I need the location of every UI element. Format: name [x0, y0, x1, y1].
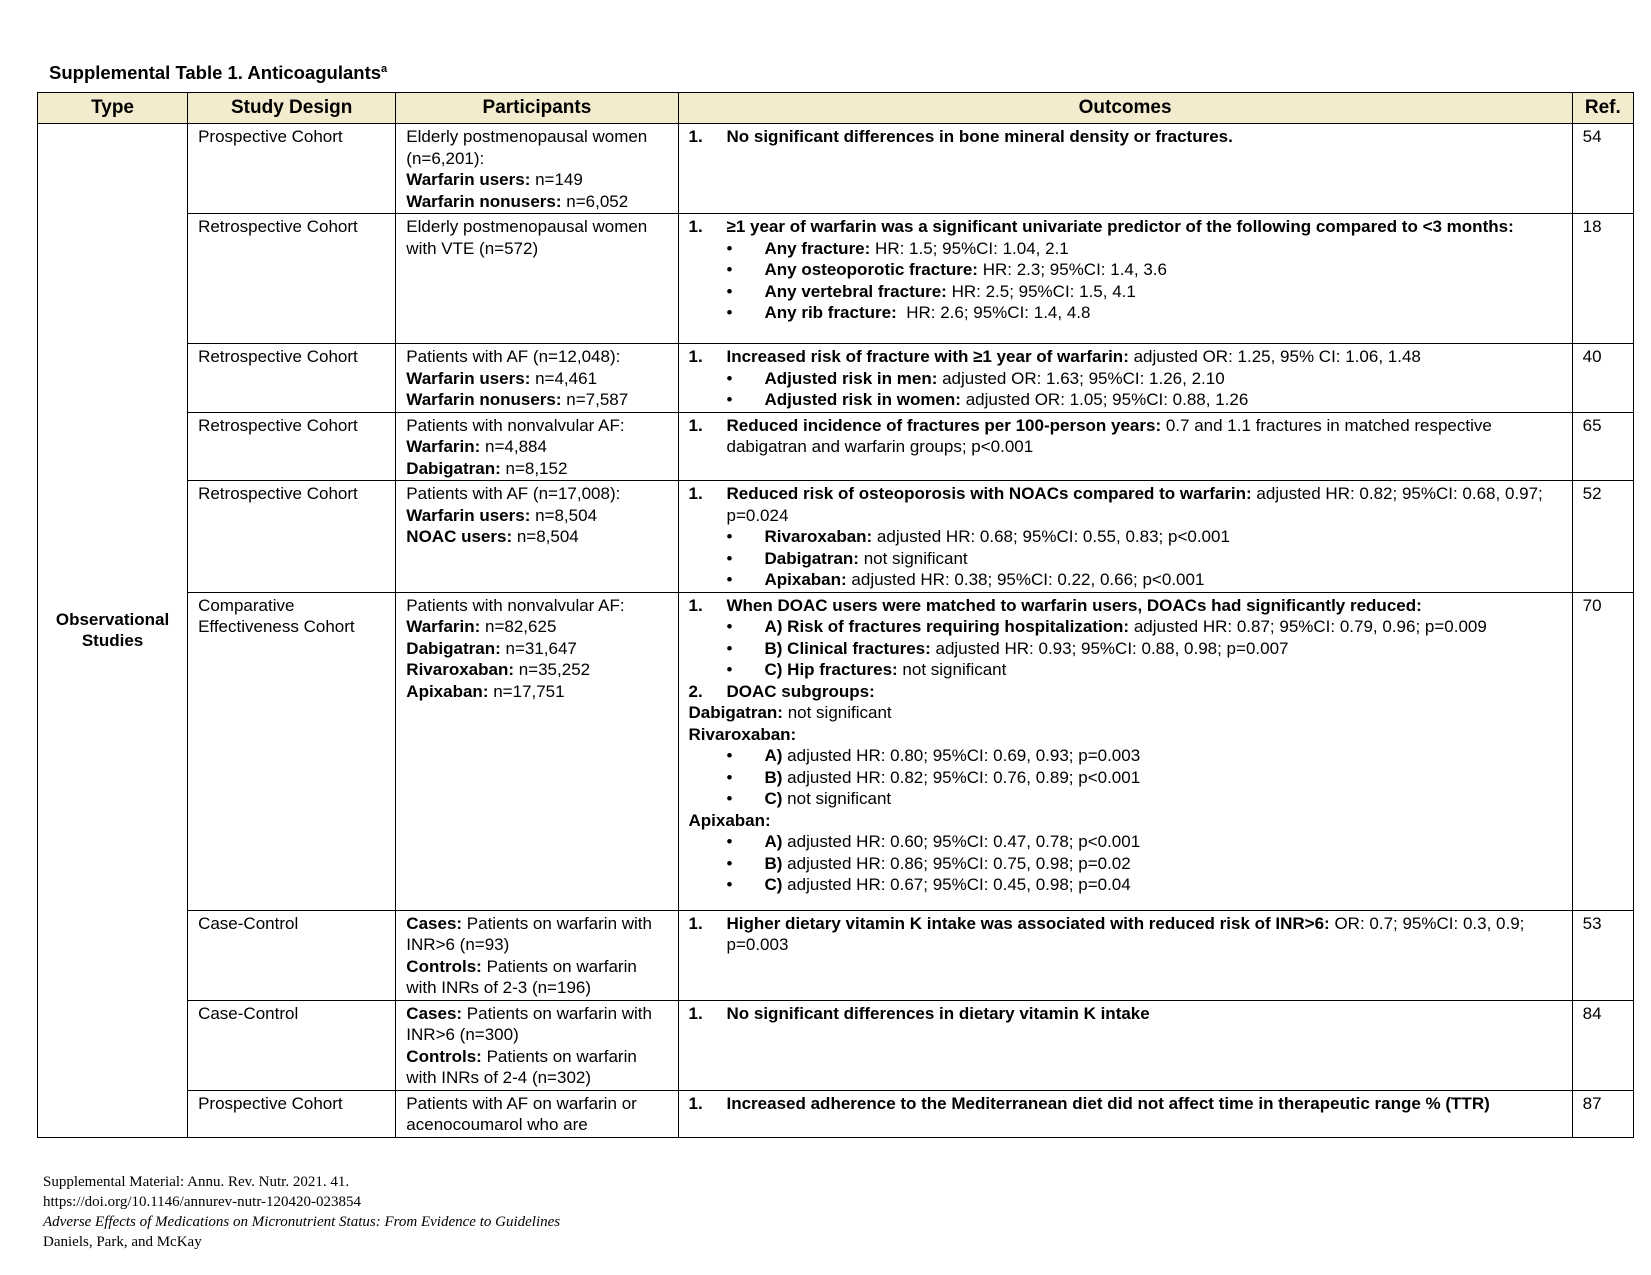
- ref-cell: 40: [1572, 344, 1633, 413]
- outcome-bullet-item: [689, 368, 1564, 390]
- outcome-value: adjusted OR: 1.05; 95%CI: 0.88, 1.26: [960, 390, 1249, 409]
- outcome-value: not significant: [782, 789, 892, 808]
- participant-label: Warfarin users:: [406, 505, 531, 525]
- participants-cell: [396, 124, 678, 214]
- participant-label: Controls:: [406, 1046, 482, 1066]
- outcomes-cell: [678, 481, 1572, 593]
- footer-doi: https://doi.org/10.1146/annurev-nutr-120420-023854: [43, 1194, 362, 1210]
- outcome-label: Rivaroxaban:: [764, 527, 873, 546]
- outcome-bullet-item: [689, 548, 1564, 570]
- outcome-label: ≥1 year of warfarin was a significant univariate predictor of the following compared to <3 months:: [726, 217, 1514, 236]
- outcome-value: adjusted OR: 1.25, 95% CI: 1.06, 1.48: [1128, 347, 1421, 366]
- outcome-value: OR: 0.7; 95%CI: 0.3, 0.9; p=0.003: [726, 913, 1530, 954]
- participant-label: Warfarin users:: [406, 170, 531, 189]
- outcome-label: Dabigatran:: [764, 548, 859, 568]
- outcome-value: adjusted HR: 0.86; 95%CI: 0.75, 0.98; p=0.02: [782, 853, 1131, 873]
- outcome-bullet-item: [689, 767, 1564, 789]
- footer-citation: Supplemental Material: Annu. Rev. Nutr. 2021. 41.: [43, 1174, 350, 1190]
- bullet-icon: •: [726, 368, 733, 388]
- ref-cell: 54: [1572, 124, 1633, 214]
- participant-value: Patients with AF (n=17,008):: [406, 484, 621, 503]
- outcome-numbered-item: [689, 216, 1564, 238]
- participant-label: Warfarin:: [406, 437, 481, 456]
- outcome-label: Reduced risk of osteoporosis with NOACs compared to warfarin:: [726, 484, 1252, 503]
- bullet-icon: •: [726, 617, 733, 636]
- study-design-cell: Comparative Effectiveness Cohort: [188, 592, 396, 910]
- outcome-label: No significant differences in dietary vitamin K intake: [726, 1003, 1150, 1023]
- participant-line: [406, 169, 669, 191]
- participant-label: Cases:: [406, 913, 463, 933]
- outcome-numbered-item: [689, 346, 1564, 368]
- table-row: [38, 592, 1634, 910]
- outcome-label: A): [764, 832, 783, 851]
- outcome-numbered-item: [689, 483, 1564, 526]
- header-participants: Participants: [396, 93, 678, 124]
- outcome-value: not significant: [858, 548, 968, 568]
- participant-value: Patients with AF on warfarin or acenocoumarol who are: [406, 1093, 642, 1134]
- bullet-icon: •: [726, 527, 733, 546]
- outcome-label: C): [764, 875, 783, 894]
- participant-value: n=7,587: [561, 390, 629, 409]
- participants-cell: [396, 344, 678, 413]
- outcomes-cell: [678, 344, 1572, 413]
- outcome-bullet-item: [689, 238, 1564, 260]
- study-design-cell: Case-Control: [188, 1000, 396, 1090]
- participant-line: [406, 458, 669, 480]
- participant-value: n=4,461: [530, 368, 598, 388]
- outcome-value: adjusted HR: 0.60; 95%CI: 0.47, 0.78; p<0.001: [782, 832, 1141, 851]
- participant-value: Patients with nonvalvular AF:: [406, 595, 625, 615]
- bullet-icon: •: [726, 875, 733, 894]
- outcome-label: Apixaban:: [688, 810, 771, 830]
- bullet-icon: •: [726, 767, 733, 787]
- participant-value: n=35,252: [514, 660, 591, 679]
- participant-value: n=149: [530, 170, 583, 189]
- outcome-value: adjusted HR: 0.93; 95%CI: 0.88, 0.98; p=0.007: [930, 638, 1289, 658]
- table-title: Supplemental Table 1. Anticoagulants$^a$: [49, 62, 388, 83]
- participant-value: Elderly postmenopausal women (n=6,201):: [406, 127, 652, 168]
- table-body: [38, 124, 1634, 1138]
- outcome-number: 1.: [688, 1093, 703, 1113]
- outcome-value: not significant: [897, 660, 1007, 679]
- outcome-value: adjusted HR: 0.68; 95%CI: 0.55, 0.83; p<0.001: [872, 527, 1230, 546]
- table-header-row: [38, 93, 1634, 124]
- outcome-label: Higher dietary vitamin K intake was associated with reduced risk of INR>6:: [726, 913, 1330, 933]
- study-design-cell: Retrospective Cohort: [188, 214, 396, 344]
- bullet-icon: •: [726, 832, 733, 851]
- participant-label: Dabigatran:: [406, 458, 501, 478]
- participant-line: [406, 505, 669, 527]
- outcome-number: 1.: [688, 347, 703, 366]
- participant-value: n=8,504: [512, 527, 579, 546]
- outcome-bullet-item: [689, 659, 1564, 681]
- study-design-cell: Retrospective Cohort: [188, 412, 396, 481]
- participant-label: Cases:: [406, 1003, 463, 1023]
- outcome-number: 1.: [688, 1003, 703, 1023]
- outcome-subheading: [689, 724, 1564, 746]
- outcome-subheading: [689, 702, 1564, 724]
- participant-value: n=17,751: [488, 681, 565, 701]
- table-row: [38, 1090, 1634, 1137]
- outcome-numbered-item: [689, 913, 1564, 956]
- table-row: [38, 481, 1634, 593]
- participants-cell: [396, 481, 678, 593]
- outcome-value: not significant: [782, 703, 892, 722]
- participant-label: Warfarin:: [406, 617, 481, 636]
- participant-label: Warfarin nonusers:: [406, 191, 562, 211]
- footer-authors: Daniels, Park, and McKay: [43, 1234, 202, 1250]
- participant-value: n=8,504: [530, 505, 598, 525]
- outcome-value: adjusted OR: 1.63; 95%CI: 1.26, 2.10: [937, 368, 1225, 388]
- outcome-number: 1.: [688, 484, 703, 503]
- outcome-bullet-item: [689, 788, 1564, 810]
- outcomes-cell: [678, 214, 1572, 344]
- bullet-icon: •: [726, 746, 733, 765]
- bullet-icon: •: [726, 238, 733, 258]
- outcome-bullet-item: [689, 389, 1564, 411]
- study-design-cell: Retrospective Cohort: [188, 481, 396, 593]
- outcome-value: adjusted HR: 0.87; 95%CI: 0.79, 0.96; p=0.009: [1129, 617, 1487, 636]
- participant-line: [406, 126, 669, 169]
- participant-value: Patients on warfarin with INRs of 2-3 (n=196): [406, 956, 642, 997]
- bullet-icon: •: [726, 570, 733, 589]
- outcome-value: HR: 1.5; 95%CI: 1.04, 2.1: [870, 238, 1069, 258]
- study-design-cell: Prospective Cohort: [188, 124, 396, 214]
- participant-value: Patients on warfarin with INRs of 2-4 (n=302): [406, 1046, 642, 1087]
- ref-cell: 70: [1572, 592, 1633, 910]
- outcome-numbered-item: [689, 1093, 1564, 1115]
- participants-cell: [396, 1090, 678, 1137]
- participants-cell: [396, 1000, 678, 1090]
- bullet-icon: •: [726, 789, 733, 808]
- bullet-icon: •: [726, 303, 733, 322]
- outcome-value: adjusted HR: 0.82; 95%CI: 0.76, 0.89; p<0.001: [782, 767, 1141, 787]
- outcome-label: A): [764, 746, 783, 765]
- table-row: [38, 1000, 1634, 1090]
- table-row: [38, 214, 1634, 344]
- outcome-bullet-item: [689, 259, 1564, 281]
- participant-label: Rivaroxaban:: [406, 660, 514, 679]
- participant-line: [406, 436, 669, 458]
- outcome-label: Increased risk of fracture with ≥1 year of warfarin:: [726, 347, 1129, 366]
- participant-line: [406, 956, 669, 999]
- participant-value: n=31,647: [500, 638, 577, 658]
- outcome-number: 1.: [688, 127, 703, 146]
- outcome-label: DOAC subgroups:: [726, 681, 875, 701]
- participant-value: Patients on warfarin with INR>6 (n=93): [406, 913, 657, 954]
- study-design-cell: Prospective Cohort: [188, 1090, 396, 1137]
- participant-line: [406, 216, 669, 259]
- participant-line: [406, 1046, 669, 1089]
- outcome-bullet-item: [689, 302, 1564, 324]
- outcome-numbered-item: [689, 1003, 1564, 1025]
- outcome-bullet-item: [689, 831, 1564, 853]
- outcome-numbered-item: [689, 415, 1564, 458]
- outcome-label: When DOAC users were matched to warfarin users, DOACs had significantly reduced:: [726, 595, 1422, 615]
- participant-line: [406, 1003, 669, 1046]
- participant-line: [406, 191, 669, 213]
- outcome-value: HR: 2.3; 95%CI: 1.4, 3.6: [977, 260, 1167, 279]
- outcome-numbered-item: [689, 681, 1564, 703]
- outcome-value: HR: 2.5; 95%CI: 1.5, 4.1: [946, 281, 1136, 301]
- outcome-label: No significant differences in bone mineral density or fractures.: [726, 127, 1233, 146]
- outcome-label: Dabigatran:: [688, 703, 783, 722]
- header-type: Type: [38, 93, 188, 124]
- header-ref: Ref.: [1572, 93, 1633, 124]
- participant-line: [406, 913, 669, 956]
- participant-label: Warfarin nonusers:: [406, 390, 562, 409]
- participant-value: Elderly postmenopausal women with VTE (n=572): [406, 217, 652, 258]
- ref-cell: 53: [1572, 910, 1633, 1000]
- table-row: [38, 124, 1634, 214]
- outcome-label: Adjusted risk in women:: [764, 390, 961, 409]
- bullet-icon: •: [726, 390, 733, 409]
- outcome-label: Any osteoporotic fracture:: [764, 260, 978, 279]
- participant-label: Dabigatran:: [406, 638, 501, 658]
- participant-line: [406, 681, 669, 703]
- participants-cell: [396, 214, 678, 344]
- outcomes-cell: [678, 592, 1572, 910]
- participant-label: Warfarin users:: [406, 368, 531, 388]
- participant-line: [406, 346, 669, 368]
- participant-label: Controls:: [406, 956, 482, 976]
- outcome-label: Apixaban:: [764, 570, 847, 589]
- outcome-number: 2.: [688, 681, 703, 701]
- participant-value: n=82,625: [480, 617, 557, 636]
- participant-value: n=4,884: [480, 437, 547, 456]
- participant-label: NOAC users:: [406, 527, 513, 546]
- outcome-value: adjusted HR: 0.80; 95%CI: 0.69, 0.93; p=0.003: [782, 746, 1141, 765]
- outcomes-cell: [678, 124, 1572, 214]
- outcome-bullet-item: [689, 526, 1564, 548]
- page-footer: [43, 1172, 560, 1252]
- table-row: [38, 344, 1634, 413]
- footer-article-title: Adverse Effects of Medications on Micronutrient Status: From Evidence to Guidelines: [43, 1214, 561, 1230]
- type-cell: Observational Studies: [38, 124, 188, 1138]
- participants-cell: [396, 910, 678, 1000]
- outcome-label: A) Risk of fractures requiring hospitalization:: [764, 617, 1130, 636]
- bullet-icon: •: [726, 281, 733, 301]
- outcome-bullet-item: [689, 616, 1564, 638]
- study-design-cell: Retrospective Cohort: [188, 344, 396, 413]
- participant-line: [406, 368, 669, 390]
- ref-cell: 84: [1572, 1000, 1633, 1090]
- outcome-bullet-item: [689, 745, 1564, 767]
- outcome-value: adjusted HR: 0.67; 95%CI: 0.45, 0.98; p=0.04: [782, 875, 1131, 894]
- outcome-label: Adjusted risk in men:: [764, 368, 938, 388]
- participant-label: Apixaban:: [406, 681, 489, 701]
- header-study-design: Study Design: [188, 93, 396, 124]
- participant-value: Patients with AF (n=12,048):: [406, 347, 621, 366]
- participant-line: [406, 415, 669, 437]
- outcome-label: Any rib fracture:: [764, 303, 897, 322]
- outcome-label: C): [764, 789, 783, 808]
- participant-value: Patients on warfarin with INR>6 (n=300): [406, 1003, 657, 1044]
- participant-line: [406, 526, 669, 548]
- outcome-value: adjusted HR: 0.38; 95%CI: 0.22, 0.66; p<0.001: [846, 570, 1205, 589]
- anticoagulants-table: [37, 92, 1634, 1138]
- outcome-value: adjusted HR: 0.82; 95%CI: 0.68, 0.97; p=0.024: [726, 484, 1548, 525]
- outcome-number: 1.: [688, 595, 703, 615]
- outcome-value: 0.7 and 1.1 fractures in matched respective dabigatran and warfarin groups; p<0.001: [726, 415, 1497, 456]
- outcome-number: 1.: [688, 913, 703, 933]
- participant-line: [406, 595, 669, 617]
- outcomes-cell: [678, 412, 1572, 481]
- outcome-label: B) Clinical fractures:: [764, 638, 931, 658]
- outcome-numbered-item: [689, 595, 1564, 617]
- outcome-label: B): [764, 767, 783, 787]
- table-row: [38, 910, 1634, 1000]
- outcomes-cell: [678, 1000, 1572, 1090]
- bullet-icon: •: [726, 548, 733, 568]
- outcome-label: Any vertebral fracture:: [764, 281, 947, 301]
- participant-line: [406, 616, 669, 638]
- outcome-numbered-item: [689, 126, 1564, 148]
- outcome-bullet-item: [689, 853, 1564, 875]
- ref-cell: 18: [1572, 214, 1633, 344]
- participant-line: [406, 638, 669, 660]
- bullet-icon: •: [726, 260, 733, 279]
- outcome-bullet-item: [689, 281, 1564, 303]
- bullet-icon: •: [726, 853, 733, 873]
- table-row: [38, 412, 1634, 481]
- ref-cell: 87: [1572, 1090, 1633, 1137]
- participant-line: [406, 1093, 669, 1136]
- outcome-label: Reduced incidence of fractures per 100-person years:: [726, 415, 1162, 435]
- header-outcomes: Outcomes: [678, 93, 1572, 124]
- participant-line: [406, 483, 669, 505]
- ref-cell: 65: [1572, 412, 1633, 481]
- study-design-cell: Case-Control: [188, 910, 396, 1000]
- bullet-icon: •: [726, 660, 733, 679]
- title-footnote-marker: a: [381, 62, 388, 75]
- outcome-label: C) Hip fractures:: [764, 660, 898, 679]
- bullet-icon: •: [726, 638, 733, 658]
- outcome-subheading: [689, 810, 1564, 832]
- outcome-number: 1.: [688, 415, 703, 435]
- participant-line: [406, 659, 669, 681]
- participants-cell: [396, 412, 678, 481]
- participant-value: n=8,152: [500, 458, 568, 478]
- outcome-label: B): [764, 853, 783, 873]
- participants-cell: [396, 592, 678, 910]
- participant-value: Patients with nonvalvular AF:: [406, 415, 625, 435]
- outcome-label: Any fracture:: [764, 238, 871, 258]
- outcome-label: Increased adherence to the Mediterranean diet did not affect time in therapeutic range % (TTR): [726, 1093, 1490, 1113]
- outcome-label: Rivaroxaban:: [688, 724, 797, 744]
- outcomes-cell: [678, 910, 1572, 1000]
- outcome-value: HR: 2.6; 95%CI: 1.4, 4.8: [896, 303, 1091, 322]
- outcomes-cell: [678, 1090, 1572, 1137]
- participant-value: n=6,052: [561, 191, 629, 211]
- outcome-bullet-item: [689, 638, 1564, 660]
- ref-cell: 52: [1572, 481, 1633, 593]
- outcome-bullet-item: [689, 569, 1564, 591]
- outcome-number: 1.: [688, 217, 703, 236]
- participant-line: [406, 389, 669, 411]
- outcome-bullet-item: [689, 874, 1564, 896]
